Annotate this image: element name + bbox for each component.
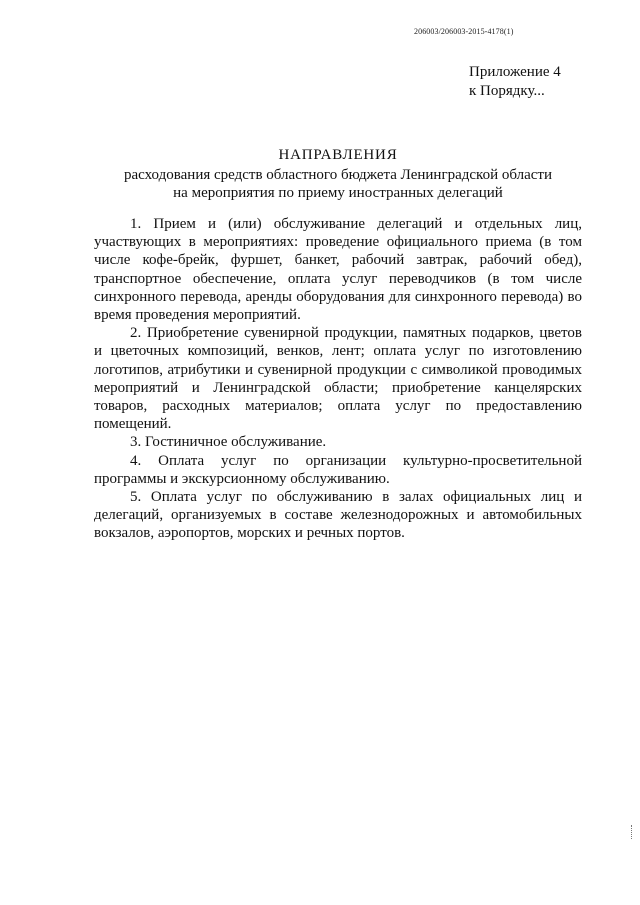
appendix-reference (469, 63, 561, 101)
document-code: 206003/206003-2015-4178(1) (414, 27, 514, 36)
appendix-line-2: к Порядку... (469, 83, 545, 99)
document-title (94, 146, 582, 202)
scan-artifact-mark (631, 825, 634, 839)
paragraph-1: 1. Прием и (или) обслуживание делегаций и отдельных лиц, участвующих в мероприятиях: проведение официального приема (в том числе кофе-брейк, фуршет, банкет, рабочий завтрак, рабочий обед), транспортное обеспечение, оплата услуг переводчиков (в том числе синхронного перевода, аренды оборудования для синхронного перевода) во время проведения мероприятий. (94, 216, 582, 324)
paragraph-3: 3. Гостиничное обслуживание. (130, 434, 327, 451)
title-line-2: расходования средств областного бюджета Ленинградской области (124, 167, 552, 183)
paragraph-2: 2. Приобретение сувенирной продукции, памятных подарков, цветов и цветочных композиций, венков, лент; оплата услуг по изготовлению логотипов, атрибутики и сувенирной продукции с символикой проводимых мероприятий и Ленинградской области; приобретение канцелярских товаров, расходных материалов; оплата услуг по предоставлению помещений. (94, 325, 582, 433)
appendix-line-1: Приложение 4 (469, 64, 561, 80)
paragraph-5: 5. Оплата услуг по обслуживанию в залах официальных лиц и делегаций, организуемых в составе железнодорожных и автомобильных вокзалов, аэропортов, морских и речных портов. (94, 489, 582, 542)
title-heading: НАПРАВЛЕНИЯ (278, 147, 398, 163)
document-body (94, 215, 582, 543)
title-line-3: на мероприятия по приему иностранных делегаций (173, 185, 503, 201)
paragraph-4: 4. Оплата услуг по организации культурно-просветительной программы и экскурсионному обслуживанию. (94, 452, 582, 487)
